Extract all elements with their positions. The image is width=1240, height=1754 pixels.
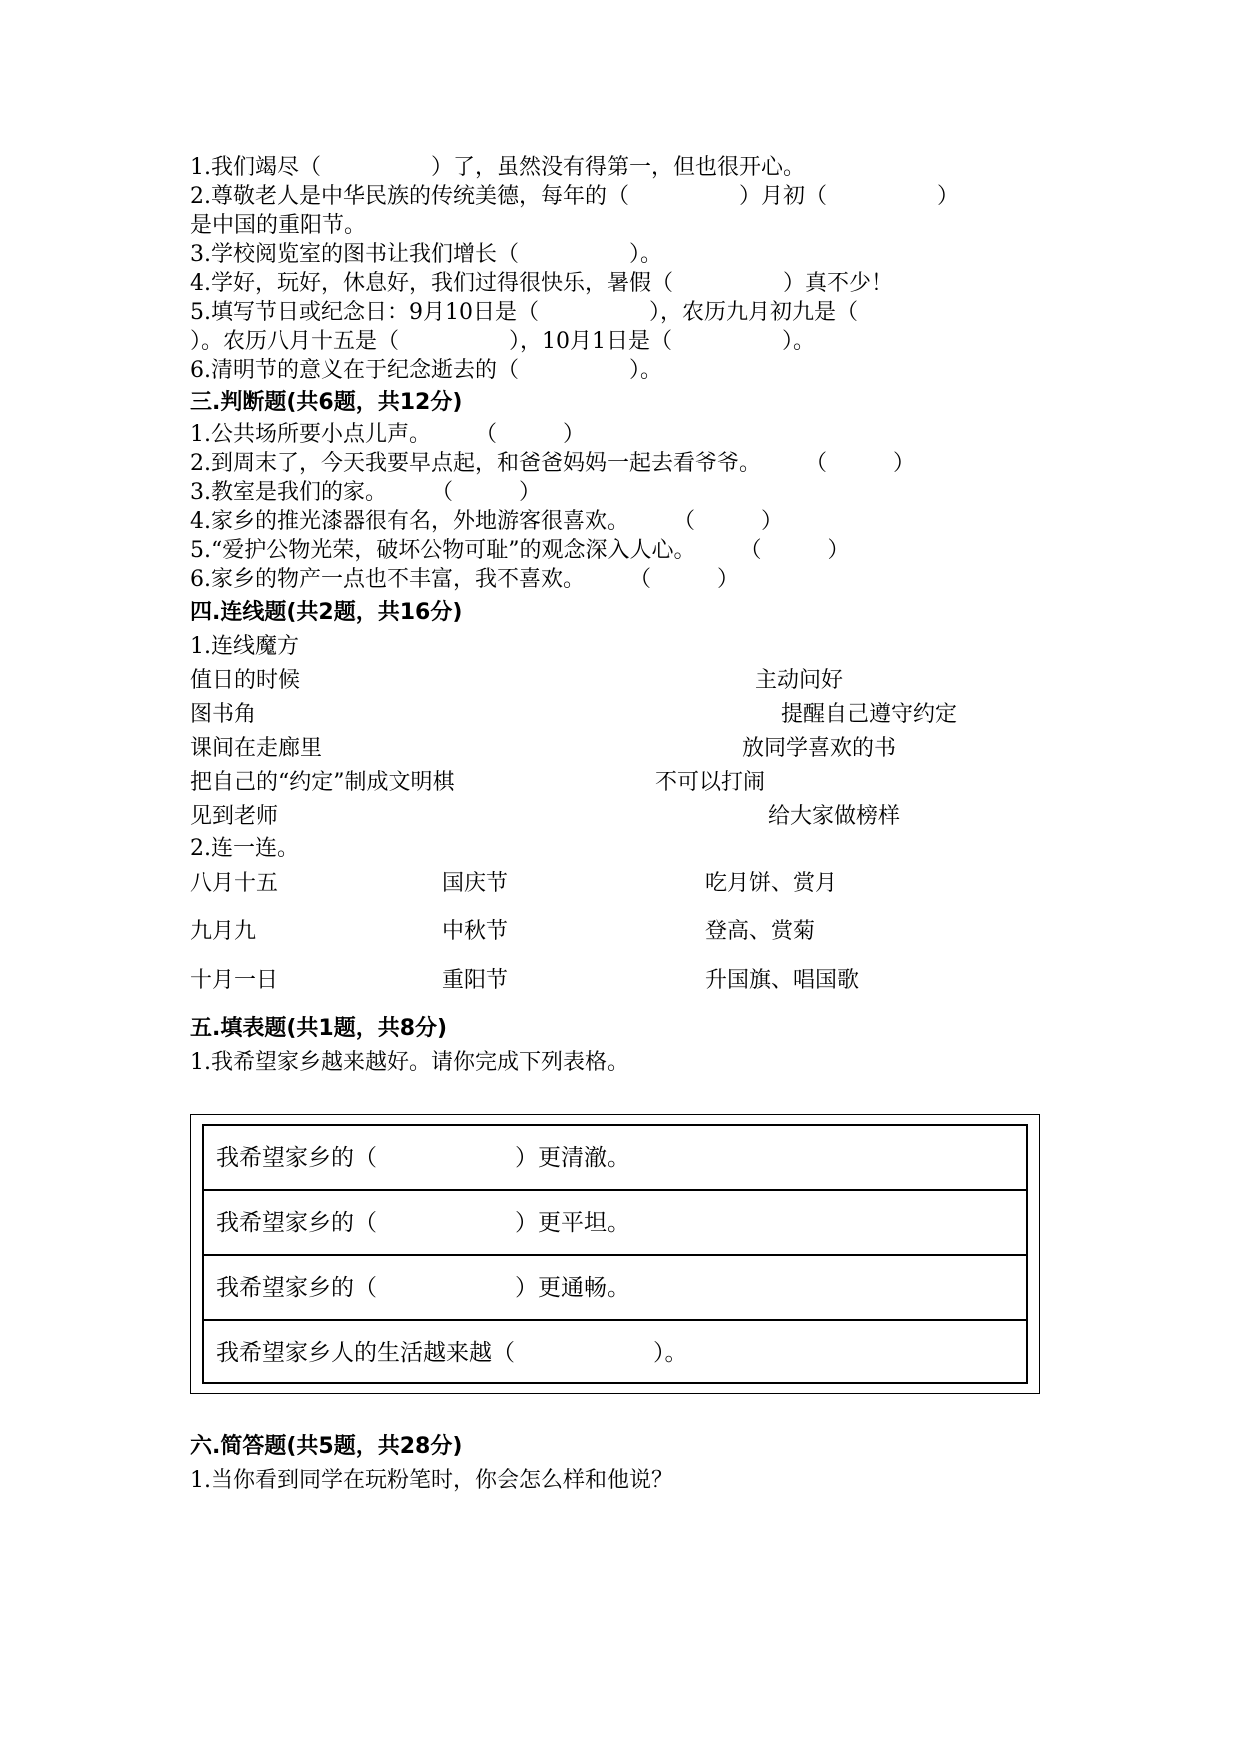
- judge-item-5: 5.“爱护公物光荣，破坏公物可耻”的观念深入人心。 （ ）: [190, 538, 850, 563]
- match-right-item: 放同学喜欢的书: [742, 736, 897, 761]
- match-question-1-title: 1.连线魔方: [190, 634, 299, 659]
- match-question-2-title: 2.连一连。: [190, 836, 299, 861]
- match-right-item: 给大家做榜样: [768, 804, 901, 829]
- table-section-heading: 五.填表题(共1题，共8分): [190, 1016, 448, 1041]
- match-date-item: 十月一日: [190, 968, 279, 993]
- match-date-item: 八月十五: [190, 871, 279, 896]
- fill-question-1: 1.我们竭尽（ ）了，虽然没有得第一，但也很开心。: [190, 155, 805, 180]
- judge-item-2: 2.到周末了，今天我要早点起，和爸爸妈妈一起去看爷爷。 （ ）: [190, 451, 915, 476]
- table-row: [204, 1126, 1026, 1191]
- judge-item-3: 3.教室是我们的家。 （ ）: [190, 480, 541, 505]
- judge-item-4: 4.家乡的推光漆器很有名，外地游客很喜欢。 （ ）: [190, 509, 783, 534]
- judge-item-6: 6.家乡的物产一点也不丰富，我不喜欢。 （ ）: [190, 567, 739, 592]
- short-answer-section-heading: 六.简答题(共5题，共28分): [190, 1434, 463, 1459]
- match-section-heading: 四.连线题(共2题，共16分): [190, 600, 463, 625]
- match-custom-item: 升国旗、唱国歌: [705, 968, 860, 993]
- match-right-item: 主动问好: [755, 668, 844, 693]
- table-cell-text: 我希望家乡的（ ）更平坦。: [216, 1210, 630, 1236]
- fill-question-2-line-2: 是中国的重阳节。: [190, 213, 367, 238]
- fill-question-5-line-2: ）。农历八月十五是（ ），10月1日是（ ）。: [190, 329, 815, 354]
- table-cell-text: 我希望家乡人的生活越来越（ ）。: [216, 1340, 688, 1366]
- table-row: [204, 1256, 1026, 1321]
- fill-question-2-line-1: 2.尊敬老人是中华民族的传统美德，每年的（ ）月初（ ）: [190, 184, 959, 209]
- match-left-item: 图书角: [190, 702, 257, 727]
- short-answer-question-1: 1.当你看到同学在玩粉笔时，你会怎么样和他说？: [190, 1468, 673, 1493]
- match-left-item: 值日的时候: [190, 668, 301, 693]
- table-question-1: 1.我希望家乡越来越好。请你完成下列表格。: [190, 1050, 629, 1075]
- match-festival-item: 国庆节: [442, 871, 509, 896]
- match-custom-item: 登高、赏菊: [705, 919, 816, 944]
- table-cell-text: 我希望家乡的（ ）更通畅。: [216, 1275, 630, 1301]
- match-left-item: 把自己的“约定”制成文明棋: [190, 770, 455, 795]
- fill-question-6: 6.清明节的意义在于纪念逝去的（ ）。: [190, 358, 662, 383]
- table-row: [204, 1191, 1026, 1256]
- match-right-item: 提醒自己遵守约定: [781, 702, 958, 727]
- wish-table: [202, 1124, 1028, 1384]
- match-custom-item: 吃月饼、赏月: [705, 871, 838, 896]
- match-left-item: 见到老师: [190, 804, 279, 829]
- table-cell-text: 我希望家乡的（ ）更清澈。: [216, 1145, 630, 1171]
- judge-section-heading: 三.判断题(共6题，共12分): [190, 390, 463, 415]
- match-festival-item: 重阳节: [442, 968, 509, 993]
- match-right-item: 不可以打闹: [655, 770, 766, 795]
- match-festival-item: 中秋节: [442, 919, 509, 944]
- match-date-item: 九月九: [190, 919, 257, 944]
- fill-question-3: 3.学校阅览室的图书让我们增长（ ）。: [190, 242, 662, 267]
- table-row: [204, 1321, 1026, 1386]
- fill-question-4: 4.学好，玩好，休息好，我们过得很快乐，暑假（ ）真不少！: [190, 271, 893, 296]
- judge-item-1: 1.公共场所要小点儿声。 （ ）: [190, 422, 585, 447]
- match-left-item: 课间在走廊里: [190, 736, 323, 761]
- fill-question-5-line-1: 5.填写节日或纪念日：9月10日是（ ），农历九月初九是（: [190, 300, 858, 325]
